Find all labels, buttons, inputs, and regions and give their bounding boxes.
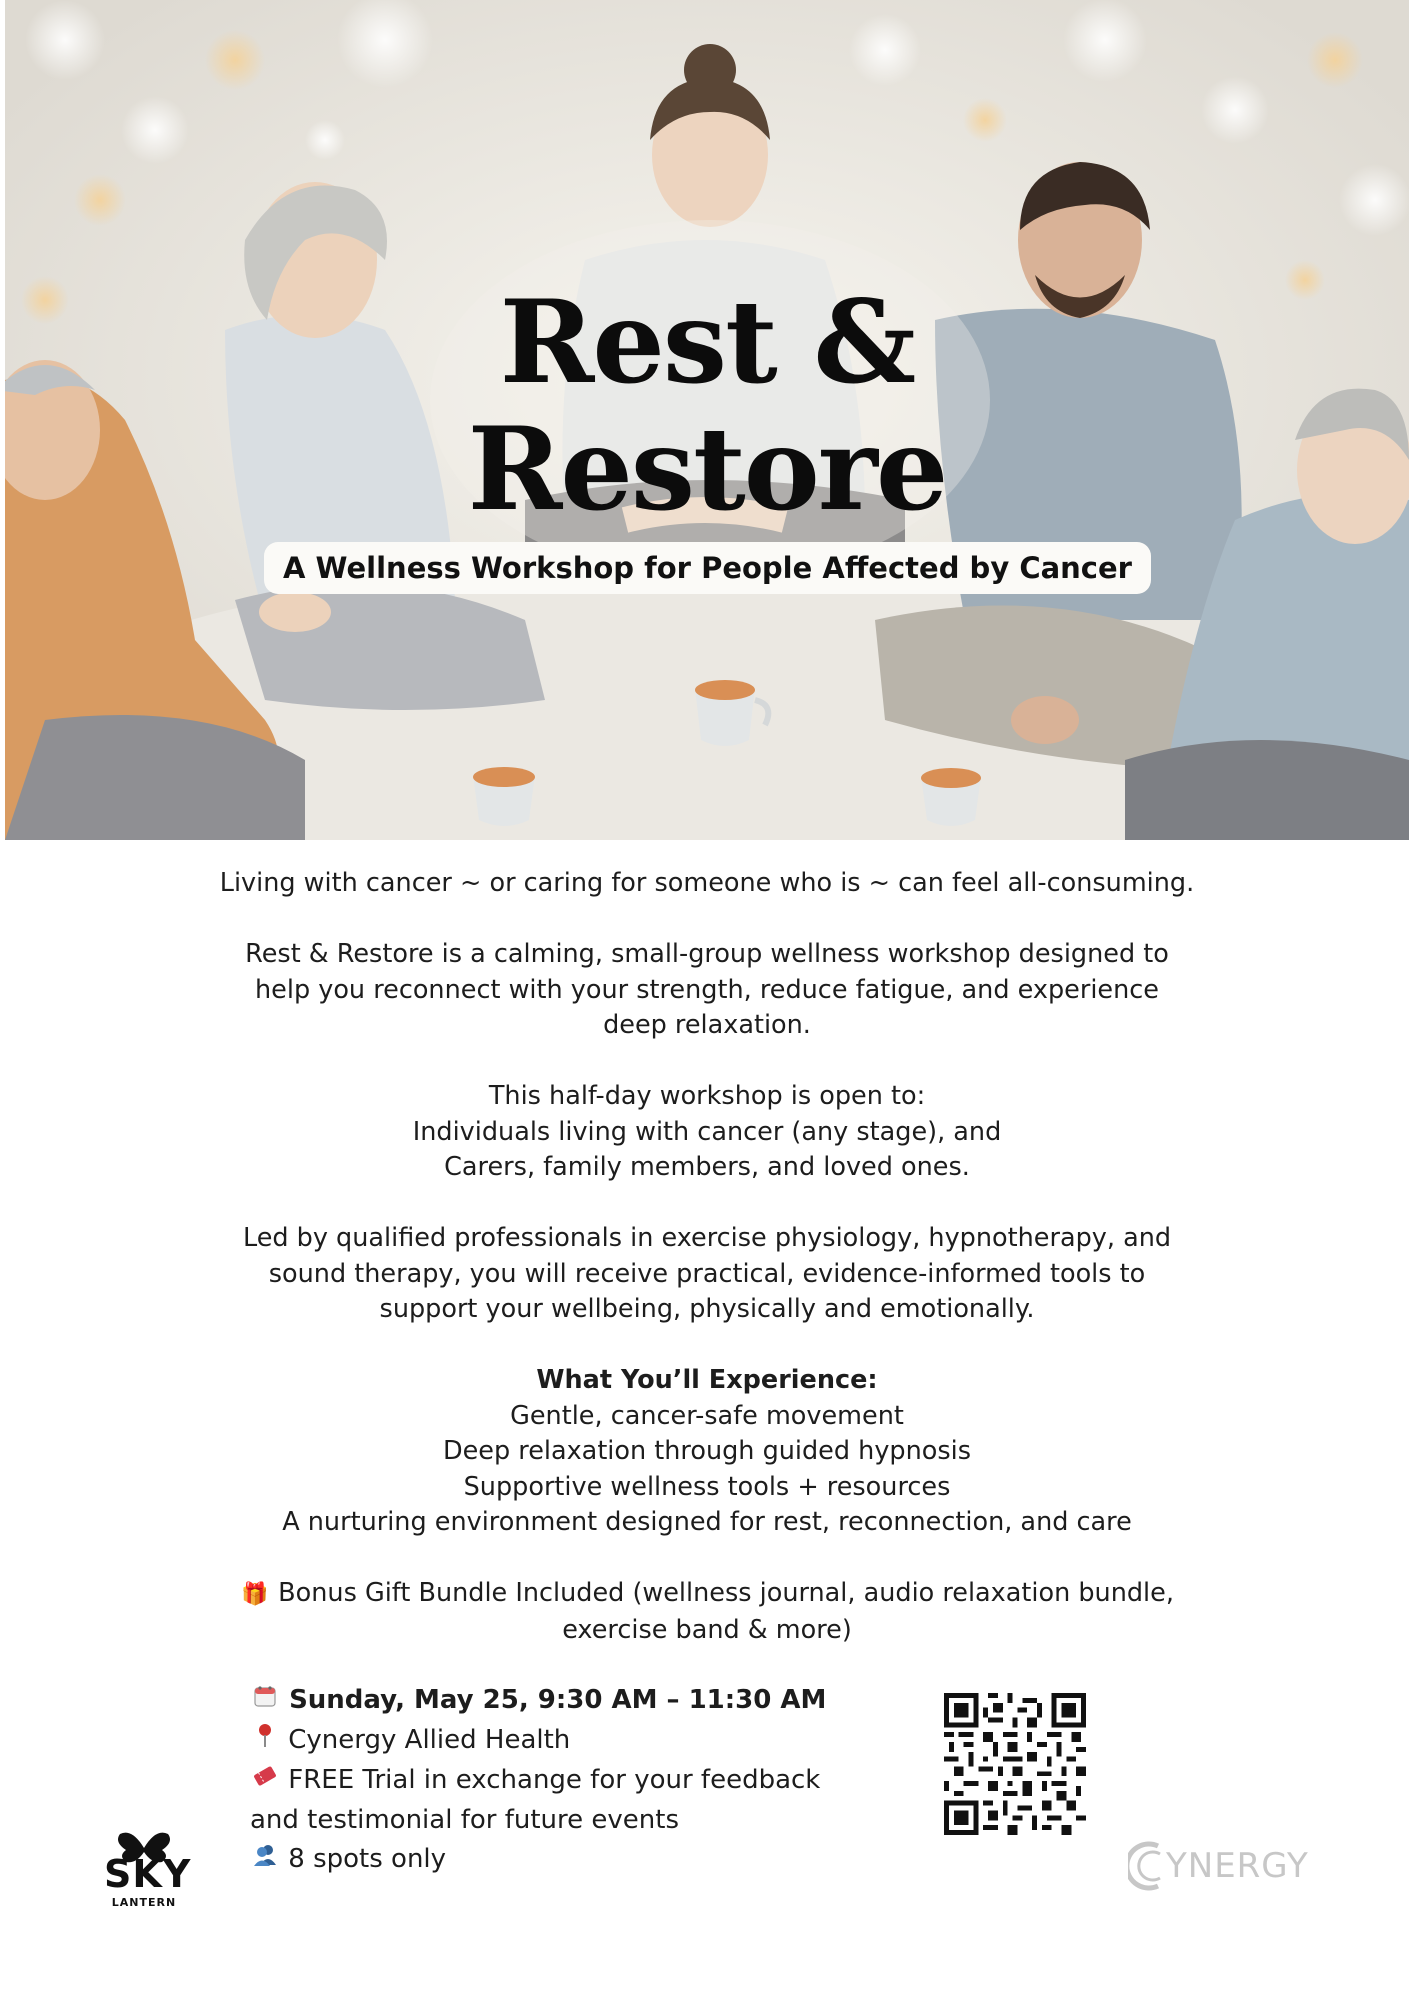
experience-item: A nurturing environment designed for rest, reconnection, and care — [282, 1507, 1132, 1537]
event-offer-row — [250, 1761, 910, 1801]
experience-item: Supportive wellness tools + resources — [463, 1471, 951, 1502]
hero-subtitle: A Wellness Workshop for People Affected by Cancer — [264, 542, 1151, 594]
qr-code[interactable] — [944, 1693, 1086, 1835]
event-offer-row-2: and testimonial for future events — [250, 1805, 679, 1835]
event-location: Cynergy Allied Health — [288, 1725, 571, 1755]
description-paragraph — [130, 937, 1284, 1044]
event-details — [250, 1681, 910, 1880]
sky-lantern-logo-sub: LANTERN — [111, 1896, 177, 1909]
experience-item: Gentle, cancer-safe movement — [510, 1400, 904, 1431]
description-line: Rest & Restore is a calming, small-group wellness workshop designed to — [245, 939, 1169, 969]
ticket-icon — [250, 1762, 280, 1801]
audience-paragraph — [130, 1079, 1284, 1186]
intro-text: Living with cancer ~ or caring for someone who is ~ can feel all-consuming. — [219, 868, 1195, 898]
facilitators-line: support your wellbeing, physically and emotionally. — [379, 1294, 1035, 1324]
description-line: help you reconnect with your strength, reduce fatigue, and experience — [255, 974, 1159, 1005]
hero-illustration — [5, 0, 1409, 840]
bonus-paragraph — [130, 1576, 1284, 1648]
calendar-icon — [250, 1682, 280, 1721]
description-line: deep relaxation. — [603, 1010, 811, 1040]
audience-item: Carers, family members, and loved ones. — [444, 1152, 970, 1182]
event-spots-row — [250, 1840, 910, 1880]
hero-title-line2: Restore — [467, 402, 947, 536]
experience-heading: What You’ll Experience: — [536, 1365, 878, 1395]
event-date: Sunday, May 25, 9:30 AM – 11:30 AM — [289, 1685, 827, 1715]
pin-icon — [250, 1722, 280, 1761]
experience-section — [130, 1363, 1284, 1541]
cynergy-logo-text: YNERGY — [1166, 1846, 1309, 1886]
bonus-line — [130, 1576, 1284, 1613]
bonus-line: exercise band & more) — [562, 1614, 852, 1645]
experience-item: Deep relaxation through guided hypnosis — [442, 1436, 972, 1466]
audience-item: Individuals living with cancer (any stage), and — [412, 1116, 1002, 1147]
sky-lantern-logo-main: SKY — [104, 1852, 192, 1896]
people-icon — [250, 1841, 280, 1880]
facilitators-line: Led by qualified professionals in exercise physiology, hypnotherapy, and — [242, 1223, 1172, 1253]
audience-lead: This half-day workshop is open to: — [488, 1081, 926, 1111]
facilitators-paragraph — [130, 1221, 1284, 1328]
event-offer: FREE Trial in exchange for your feedback — [288, 1765, 821, 1795]
event-date-row — [250, 1681, 910, 1721]
event-location-row — [250, 1721, 910, 1761]
bonus-text: Bonus Gift Bundle Included (wellness journal, audio relaxation bundle, — [278, 1578, 1174, 1608]
hero-title-line1: Rest & — [499, 275, 915, 409]
event-spots: 8 spots only — [288, 1844, 447, 1874]
facilitators-line: sound therapy, you will receive practical, evidence-informed tools to — [268, 1258, 1146, 1289]
gift-icon: 🎁 — [241, 1582, 269, 1607]
body-copy — [130, 866, 1284, 1684]
